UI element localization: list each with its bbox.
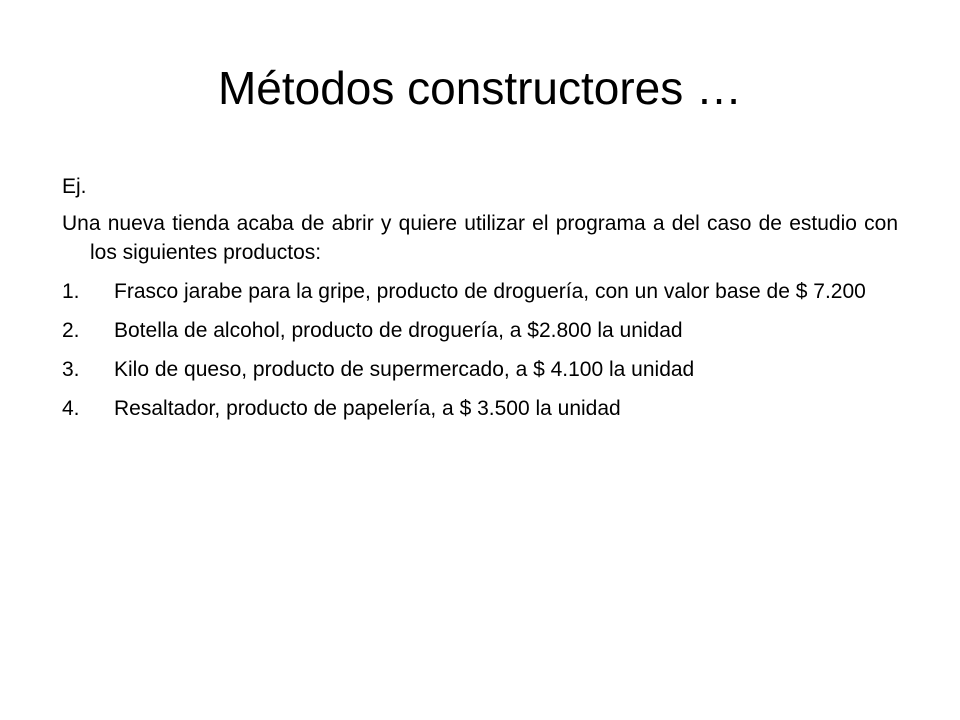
list-item-text: Botella de alcohol, producto de droguería, a $2.800 la unidad [114, 319, 683, 342]
list-item [62, 277, 898, 306]
intro-paragraph: Una nueva tienda acaba de abrir y quiere utilizar el programa a del caso de estudio con los siguientes productos: [62, 212, 898, 264]
slide-body [62, 172, 898, 433]
list-item [62, 316, 898, 345]
list-item-number: 2. [62, 319, 80, 342]
list-item-number: 4. [62, 397, 80, 420]
list-item [62, 394, 898, 423]
list-item [62, 355, 898, 384]
list-item-text: Frasco jarabe para la gripe, producto de droguería, con un valor base de $ 7.200 [114, 280, 866, 303]
list-item-text: Resaltador, producto de papelería, a $ 3.500 la unidad [114, 397, 621, 420]
example-label: Ej. [62, 175, 87, 198]
list-item-number: 3. [62, 358, 80, 381]
list-item-number: 1. [62, 280, 80, 303]
slide-title: Métodos constructores … [217, 62, 743, 114]
list-item-text: Kilo de queso, producto de supermercado, a $ 4.100 la unidad [114, 358, 695, 381]
